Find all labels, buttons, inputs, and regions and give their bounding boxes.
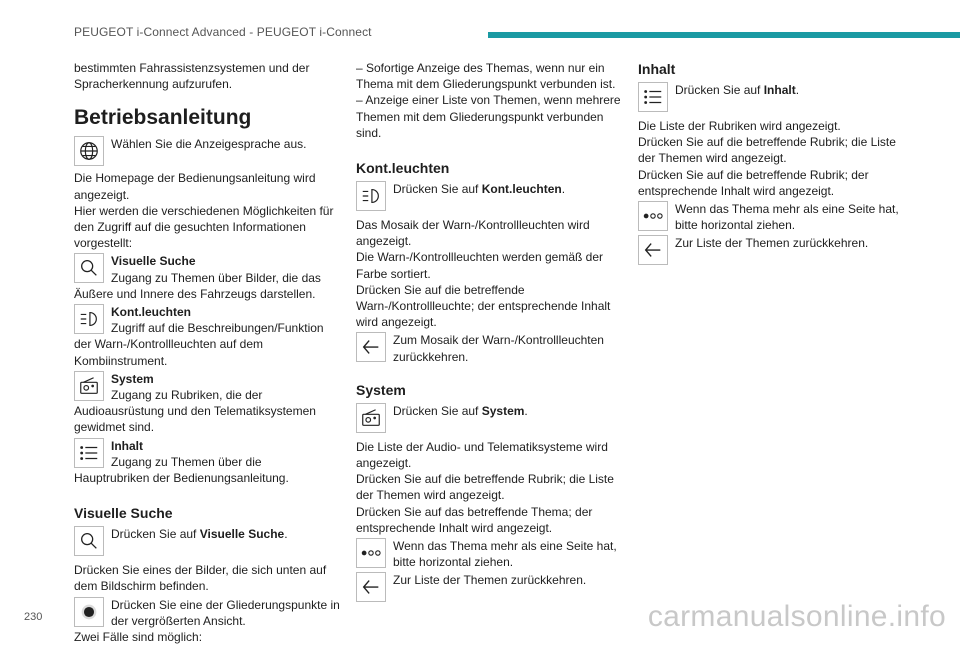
back-to-mosaic-text: Zum Mosaik der Warn-/Kontrollleuchten zurückkehren. [393,333,604,364]
list-icon [74,438,104,468]
column-3 [638,60,908,265]
header-accent-bar [488,32,960,38]
instruction-text: Drücken Sie auf [393,182,482,197]
select-rubric-content-text: Drücken Sie auf die betreffende Rubrik; der entsprechende Inhalt wird angezeigt. [638,167,869,198]
column-1 [74,60,340,645]
swipe-text: Wenn das Thema mehr als eine Seite hat, bitte horizontal ziehen. [393,539,617,570]
instruction-bold: Kont.leuchten [481,182,562,197]
back-arrow-icon [356,572,386,602]
option-title: Visuelle Suche [111,254,196,269]
radio-icon [356,403,386,433]
instruction-bold: System [481,403,525,418]
images-text: Drücken Sie eines der Bilder, die sich unten auf dem Bildschirm befinden. [74,563,327,594]
column-2 [356,60,622,602]
option-contents [74,438,340,487]
access-text: Hier werden die verschiedenen Möglichkeiten für den Zugriff auf die gesuchten Informationen vorgestellt: [74,203,334,251]
option-warning-lights [74,304,340,369]
points-text: Drücken Sie eine der Gliederungspunkte in der vergrößerten Ansicht. [111,597,340,628]
list-icon [638,82,668,112]
warning-light-icon [74,304,104,334]
mosaic-text: Das Mosaik der Warn-/Kontrollleuchten wird angezeigt. [356,218,590,249]
page-dots-icon [356,538,386,568]
option-visual-search [74,253,340,302]
case-one-text: – Sofortige Anzeige des Themas, wenn nur ein Thema mit dem Gliederungspunkt verbunden ist. [356,61,616,92]
select-light-text: Drücken Sie auf die betreffende Warn-/Kontrollleuchte; der entsprechende Inhalt wird angezeigt. [356,282,611,330]
page-dots-icon [638,201,668,231]
section-heading-visual-search: Visuelle Suche [74,505,173,522]
back-arrow-icon [638,235,668,265]
swipe-text: Wenn das Thema mehr als eine Seite hat, bitte horizontal ziehen. [675,202,899,233]
systems-list-text: Die Liste der Audio- und Telematiksysteme wird angezeigt. [356,439,608,471]
running-header: PEUGEOT i-Connect Advanced - PEUGEOT i-Connect [74,25,372,39]
instruction-punct: . [284,527,288,542]
instruction-bold: Inhalt [763,83,796,97]
globe-icon [74,136,104,166]
select-rubric-text: Drücken Sie auf die betreffende Rubrik; die Liste der Themen wird angezeigt. [638,135,896,166]
option-system [74,371,340,436]
back-arrow-icon [356,332,386,362]
homepage-text: Die Homepage der Bedienungsanleitung wird angezeigt. [74,171,316,202]
section-heading-system: System [356,381,406,398]
option-title: System [111,371,154,386]
instruction-punct: . [524,403,528,418]
instruction-punct: . [561,182,566,197]
radio-icon [74,371,104,401]
section-heading-contents: Inhalt [638,61,676,77]
option-title: Inhalt [111,438,143,453]
instruction-punct: . [795,83,800,97]
select-rubric-text: Drücken Sie auf die betreffende Rubrik; die Liste der Themen wird angezeigt. [356,472,614,503]
option-title: Kont.leuchten [111,305,191,320]
back-to-topics-text: Zur Liste der Themen zurückkehren. [675,236,869,251]
section-heading-betriebsanleitung: Betriebsanleitung [74,106,252,130]
magnifier-icon [74,253,104,283]
warning-light-icon [356,181,386,211]
option-desc: Zugang zu Rubriken, die der Audioausrüstung und den Telematiksystemen gewidmet sind. [74,388,316,435]
page-number: 230 [24,611,43,623]
intro-text: bestimmten Fahrassistenzsystemen und der Spracherkennung aufzurufen. [74,61,310,92]
sorted-text: Die Warn-/Kontrollleuchten werden gemäß der Farbe sortiert. [356,250,604,281]
instruction-bold: Visuelle Suche [199,527,285,542]
option-desc: Zugriff auf die Beschreibungen/Funktion der Warn-/Kontrollleuchten auf dem Kombiinstrument. [74,321,324,368]
option-desc: Zugang zu Themen über Bilder, die das Äußere und Innere des Fahrzeugs darstellen. [74,270,321,301]
select-topic-text: Drücken Sie auf das betreffende Thema; der entsprechende Inhalt wird angezeigt. [356,504,593,535]
instruction-text: Drücken Sie auf [111,527,200,542]
case-two-text: – Anzeige einer Liste von Themen, wenn mehrere Themen mit dem Gliederungspunkt verbunden sind. [356,93,621,140]
instruction-text: Drücken Sie auf [675,83,764,97]
back-to-topics-text: Zur Liste der Themen zurückkehren. [393,573,587,588]
cases-text: Zwei Fälle sind möglich: [74,630,203,645]
magnifier-icon [74,526,104,556]
section-heading-warning-lights: Kont.leuchten [356,160,450,177]
point-marker-icon [74,597,104,627]
instruction-text: Drücken Sie auf [393,403,482,418]
watermark: carmanualsonline.info [647,600,946,633]
option-desc: Zugang zu Themen über die Hauptrubriken der Bedienungsanleitung. [74,454,289,486]
language-text: Wählen Sie die Anzeigesprache aus. [111,137,307,152]
rubrics-list-text: Die Liste der Rubriken wird angezeigt. [638,119,841,133]
